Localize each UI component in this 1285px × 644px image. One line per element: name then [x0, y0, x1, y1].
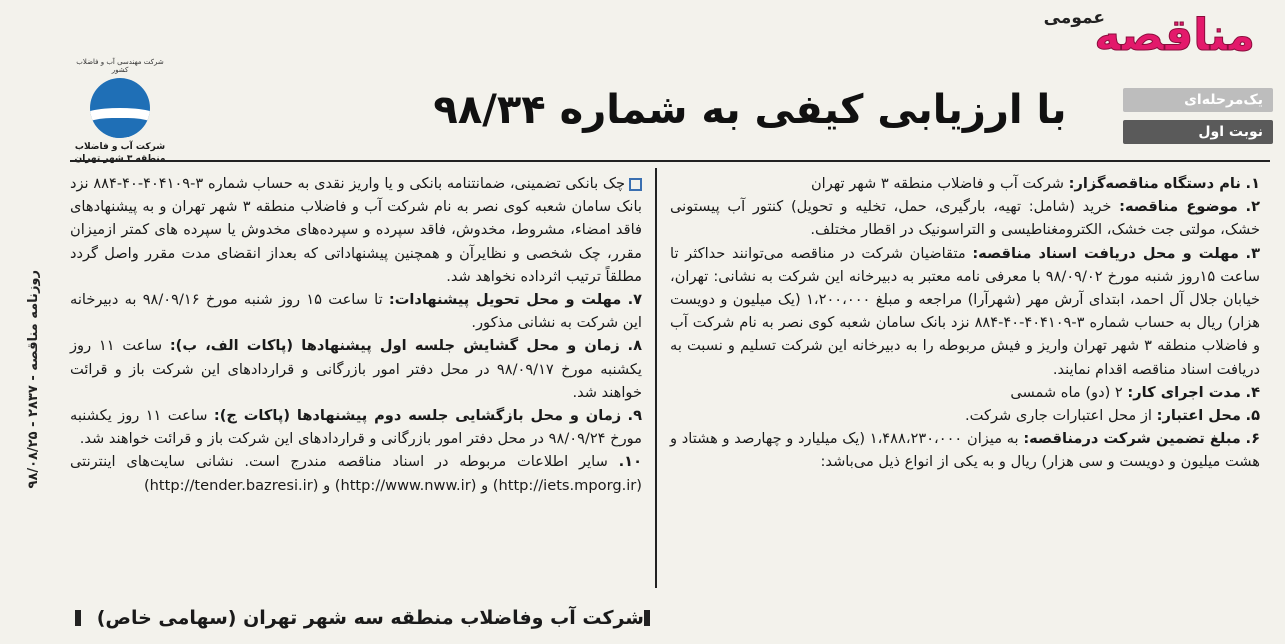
link-iets[interactable]: http://iets.mporg.ir [498, 476, 637, 494]
item-1: ۱. نام دستگاه مناقصه‌گزار: شرکت آب و فاضلاب منطقه ۳ شهر تهران [810, 175, 1260, 192]
checkbox-square-icon [629, 178, 642, 191]
column-divider [655, 168, 657, 588]
brand-title: مناقصه [1094, 10, 1255, 61]
left-column [70, 172, 642, 497]
link-nww[interactable]: http://www.nww.ir [340, 476, 471, 494]
logo-line-1: شرکت آب و فاضلاب [74, 142, 166, 152]
logo-line-2: منطقه ۳ شهر تهران [74, 153, 166, 164]
tender-tags [1123, 88, 1273, 152]
item-7: ۷. مهلت و محل تحویل پیشنهادات: تا ساعت ۱۵ روز شنبه مورخ ۹۸/۰۹/۱۶ به دبیرخانه این شرکت به نشانی مذکور. [70, 291, 643, 332]
right-column [670, 172, 1260, 474]
company-logo [72, 58, 168, 165]
stage-tag: یک‌مرحله‌ای [1123, 88, 1273, 112]
item-9: ۹. زمان و محل بازگشایی جلسه دوم پیشنهادها (پاکات ج): ساعت ۱۱ روز یکشنبه مورخ ۹۸/۰۹/۲۴ در محل دفتر امور بازرگانی و قراردادهای این شرکت باز و قرائت خواهند شد. [70, 407, 642, 448]
company-name-footer: شرکت آب وفاضلاب منطقه سه شهر تهران (سهامی خاص) [96, 607, 644, 629]
item-5: ۵. محل اعتبار: از محل اعتبارات جاری شرکت. [965, 407, 1260, 425]
link-tender-bazresi[interactable]: http://tender.bazresi.ir [149, 476, 313, 494]
logo-top-text: شرکت مهندسی آب و فاضلاب کشور [76, 58, 164, 74]
item-2: ۲. موضوع مناقصه: خرید (شامل: تهیه، بارگیری، حمل، تخلیه و تحویل) کنتور آب پیستونی خشک، مولتی جت خشک، الکترومغناطیسی و التراسونیک در اقطار مختلف. [670, 198, 1260, 239]
page-title: با ارزیابی کیفی به شماره ۹۸/۳۴ [433, 87, 1067, 133]
brand-block [1043, 8, 1255, 61]
item-3: ۳. مهلت و محل دریافت اسناد مناقصه: متقاضیان شرکت در مناقصه می‌توانند حداکثر تا ساعت ۱۵روز شنبه مورخ ۹۸/۰۹/۰۲ با معرفی نامه معتبر به دبیرخانه این شرکت به نشانی: تهران، خیابان جلال آل احمد، ابتدای آرش مهر (شهرآرا) مراجعه و مبلغ ۱،۲۰۰،۰۰۰ (یک میلیون و دویست هزار) ریال به حساب شماره ۳-۴۰۴۱۰۹-۴۰-۸۸۴ نزد بانک سامان شعبه کوی نصر به نام شرکت آب و فاضلاب منطقه ۳ شهر تهران واریز و فیش مربوطه را به دبیرخانه این شرکت تسلیم و نسبت به دریافت اسناد مناقصه اقدام نمایند. [670, 244, 1261, 378]
newspaper-edge-label: روزنامه مناقصه - ۲۸۳۷ - ۹۸/۰۸/۲۵ [26, 270, 41, 489]
footer-square-icon [644, 610, 650, 626]
item-4: ۴. مدت اجرای کار: ۲ (دو) ماه شمسی [1010, 383, 1260, 401]
item-6: ۶. مبلغ تضمین شرکت درمناقصه: به میزان ۱،۴۸۸،۲۳۰،۰۰۰ (یک میلیارد و چهارصد و هشتاد و هشت میلیون و دویست و سی هزار) ریال و به یکی از انواع ذیل می‌باشد: [670, 430, 1260, 471]
round-tag: نوبت اول [1123, 120, 1273, 144]
brand-subtitle: عمومی [1043, 8, 1105, 28]
item-8: ۸. زمان و محل گشایش جلسه اول پیشنهادها (پاکات الف، ب): ساعت ۱۱ روز یکشنبه مورخ ۹۸/۰۹/۱۷ در محل دفتر امور بازرگانی و قراردادهای این شرکت باز و قرائت خواهند شد. [70, 337, 642, 401]
water-drop-icon [90, 78, 150, 138]
item-10: ۱۰. سایر اطلاعات مربوطه در اسناد مناقصه مندرج است. نشانی سایت‌های اینترنتی (http://iets.mporg.ir) و (http://www.nww.ir) و (http://tender.bazresi.ir) [70, 453, 642, 494]
item-6-detail: چک بانکی تضمینی، ضمانتنامه بانکی و یا واریز نقدی به حساب شماره ۳-۴۰۴۱۰۹-۴۰-۸۸۴ نزد بانک سامان شعبه کوی نصر به نام شرکت آب و فاضلاب منطقه ۳ شهر تهران و به پیشنهادهای فاقد امضاء، مشروط، مخدوش، فاقد سپرده و سپرده‌های مخدوش یا سپرده های کمتر ازمیزان مقرر، چک شخصی و نظایرآن و همچنین پیشنهاداتی که بعداز انقضای مدت مقرر واصل گردد مطلقاً ترتیب اثرداده نخواهد شد. [70, 175, 642, 285]
footer-signature [90, 603, 650, 633]
footer-square-icon-end [75, 610, 81, 626]
